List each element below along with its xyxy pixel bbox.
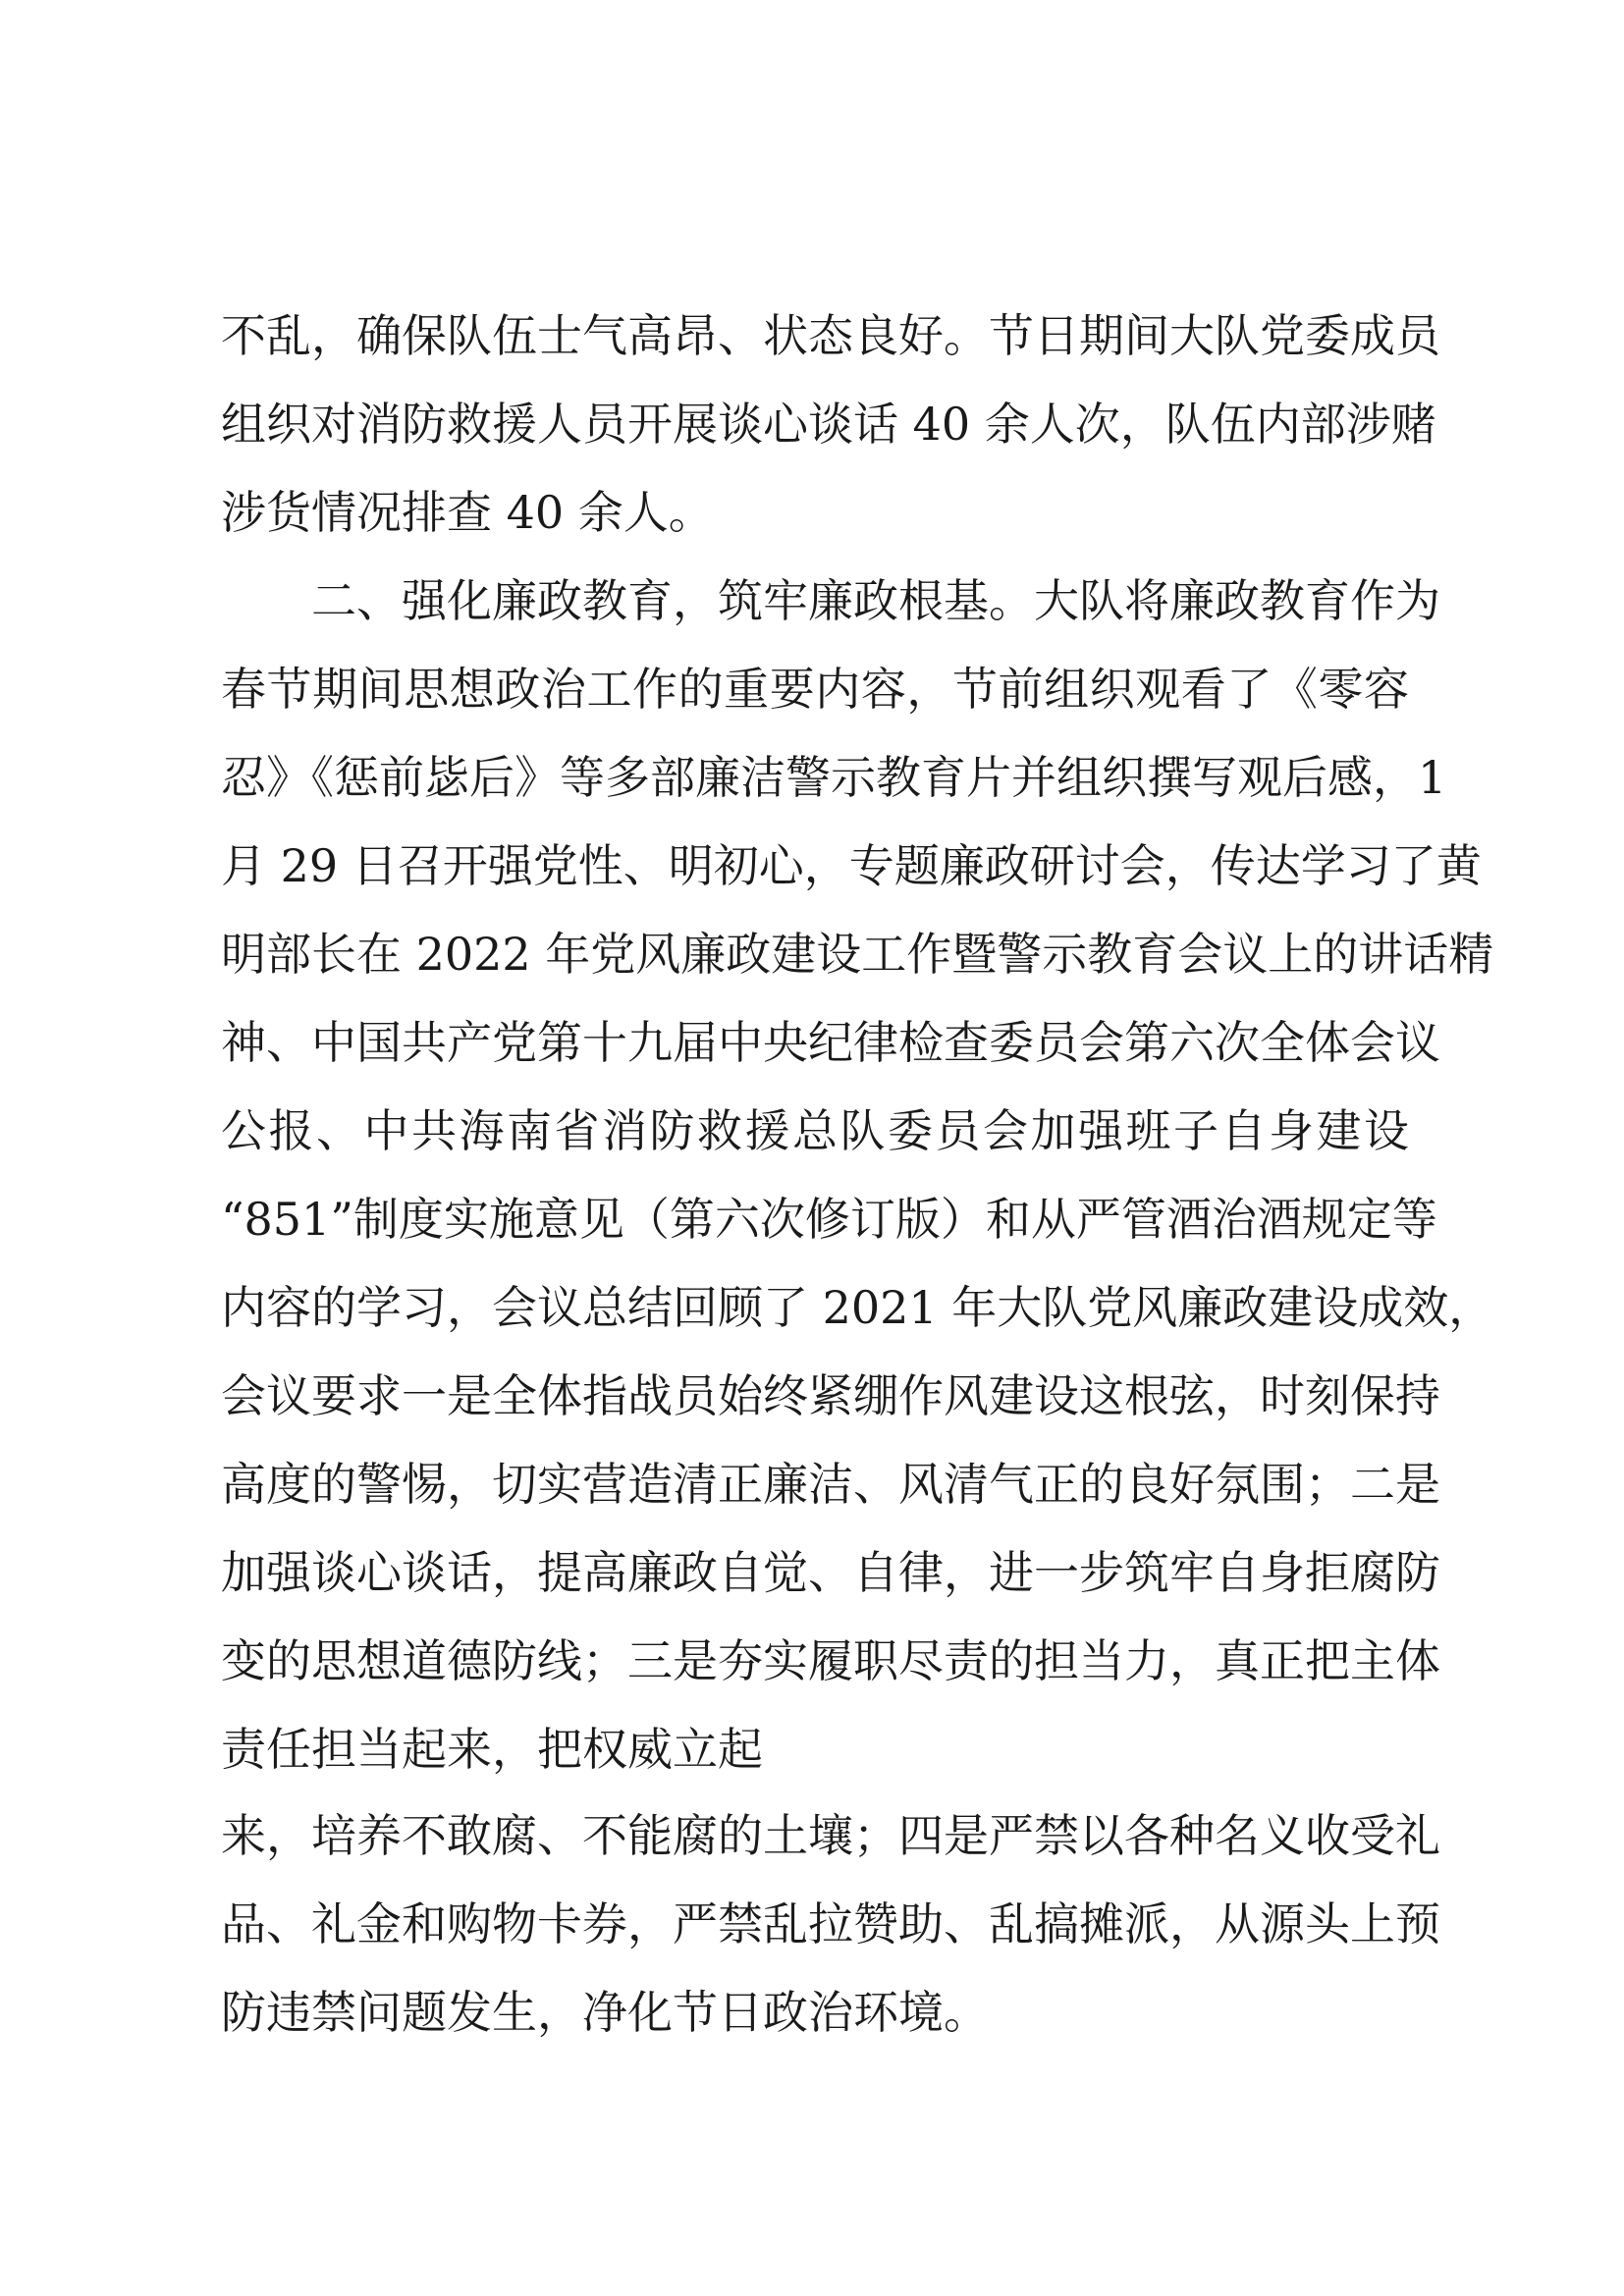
paragraph-2-line-6: 神、中国共产党第十九届中央纪律检查委员会第六次全体会议 xyxy=(221,1016,1440,1069)
paragraph-2-line-13: 变的思想道德防线；三是夯实履职尽责的担当力，真正把主体 xyxy=(221,1634,1440,1687)
paragraph-2-line-15: 来，培养不敢腐、不能腐的土壤；四是严禁以各种名义收受礼 xyxy=(221,1809,1440,1862)
paragraph-2-line-14: 责任担当起来，把权威立起 xyxy=(221,1723,763,1776)
paragraph-2-line-8: “851”制度实施意见（第六次修订版）和从严管酒治酒规定等 xyxy=(221,1193,1437,1246)
paragraph-2-line-10: 会议要求一是全体指战员始终紧绷作风建设这根弦，时刻保持 xyxy=(221,1369,1440,1422)
paragraph-2-line-2: 春节期间思想政治工作的重要内容，节前组织观看了《零容 xyxy=(221,663,1409,716)
paragraph-2-line-11: 高度的警惕，切实营造清正廉洁、风清气正的良好氛围；二是 xyxy=(221,1458,1440,1511)
paragraph-1-line-2: 组织对消防救援人员开展谈心谈话 40 余人次，队伍内部涉赌 xyxy=(221,398,1436,451)
paragraph-2-line-1: 二、强化廉政教育，筑牢廉政根基。大队将廉政教育作为 xyxy=(311,574,1440,627)
paragraph-2-line-7: 公报、中共海南省消防救援总队委员会加强班子自身建设 xyxy=(221,1104,1409,1157)
paragraph-2-line-16: 品、礼金和购物卡券，严禁乱拉赞助、乱搞摊派，从源头上预 xyxy=(221,1897,1440,1950)
paragraph-1-line-3: 涉货情况排查 40 余人。 xyxy=(221,486,714,539)
paragraph-1-line-1: 不乱，确保队伍士气高昂、状态良好。节日期间大队党委成员 xyxy=(221,309,1440,362)
paragraph-2-line-17: 防违禁问题发生，净化节日政治环境。 xyxy=(221,1986,989,2039)
paragraph-2-line-9: 内容的学习，会议总结回顾了 2021 年大队党风廉政建设成效， xyxy=(221,1281,1494,1334)
paragraph-2-line-5: 明部长在 2022 年党风廉政建设工作暨警示教育会议上的讲话精 xyxy=(221,928,1494,981)
paragraph-2-line-3: 忍》《惩前毖后》等多部廉洁警示教育片并组织撰写观后感，1 xyxy=(221,751,1447,804)
paragraph-2-line-4: 月 29 日召开强党性、明初心，专题廉政研讨会，传达学习了黄 xyxy=(221,839,1482,892)
paragraph-2-line-12: 加强谈心谈话，提高廉政自觉、自律，进一步筑牢自身拒腐防 xyxy=(221,1546,1440,1599)
